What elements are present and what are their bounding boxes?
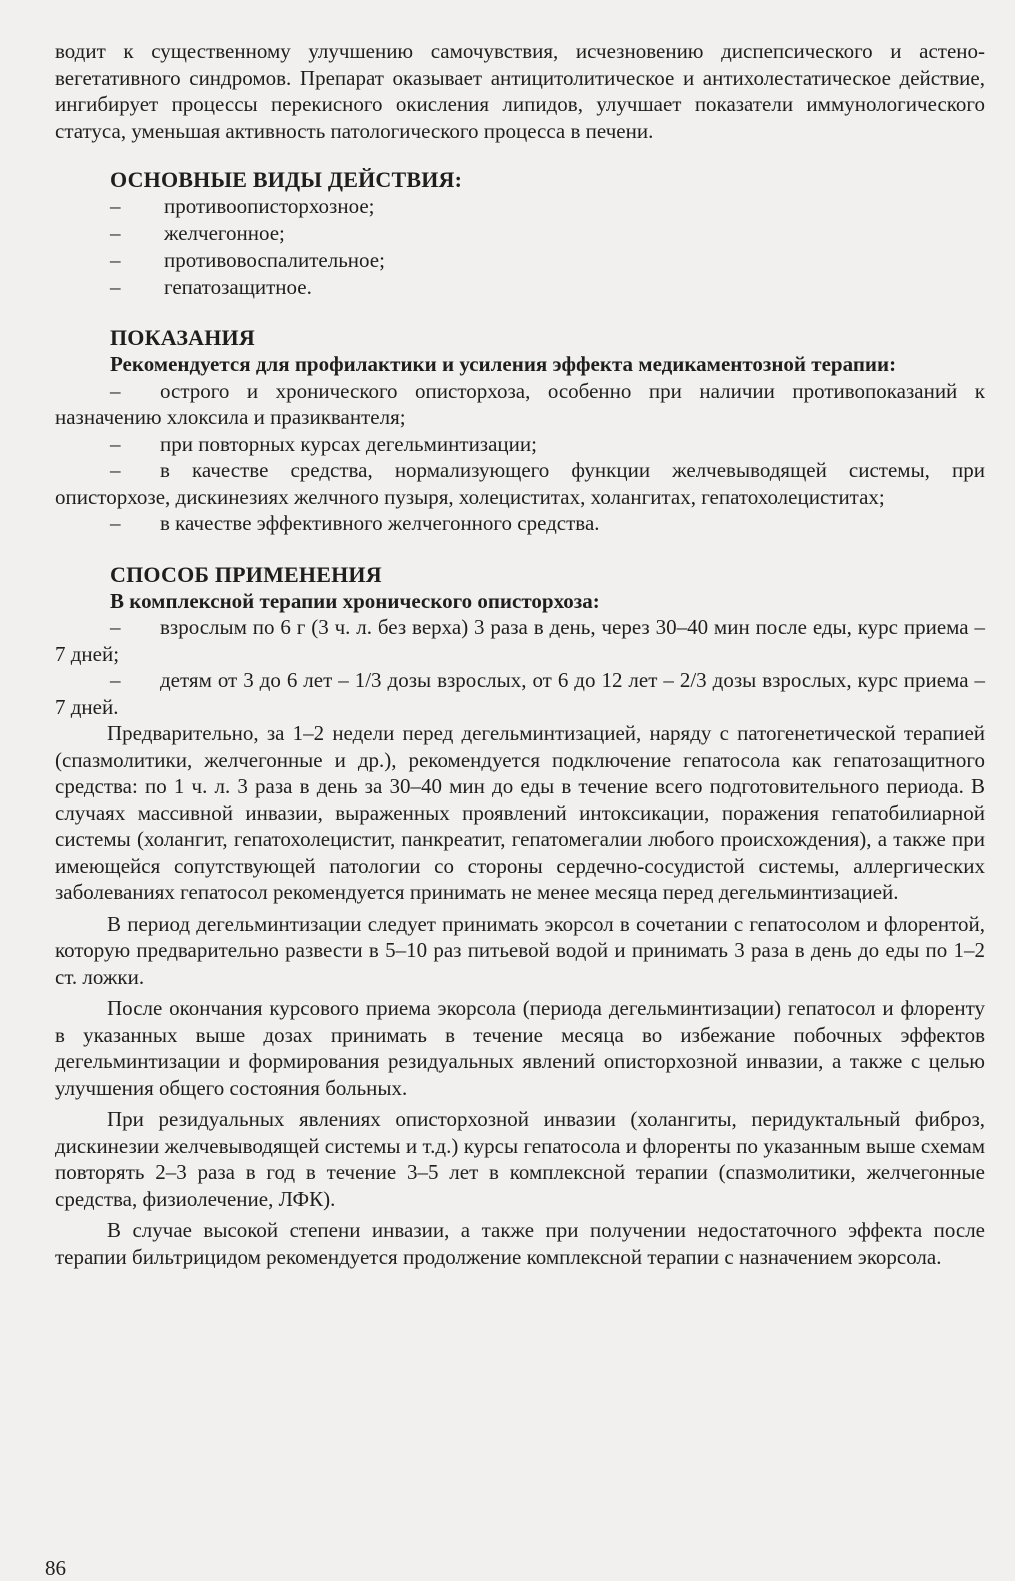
list-dash: –	[110, 194, 121, 218]
page-number: 86	[45, 1556, 66, 1580]
list-dash: –	[110, 378, 121, 403]
usage-paragraph: После окончания курсового приема экорсола (периода дегельминтизации) гепатосол и флоренту в указанных выше дозах принимать в течение месяца во избежание побочных эффектов дегельминтизации и формирования резидуальных явлений описторхозной инвазии, а также с целью улучшения общего состояния больных.	[55, 996, 985, 1100]
list-item	[55, 193, 985, 220]
list-dash: –	[110, 275, 121, 299]
list-dash: –	[110, 458, 121, 482]
list-item	[55, 614, 985, 667]
usage-paragraph: В период дегельминтизации следует принимать экорсол в сочетании с гепатосолом и флорентой, которую предварительно развести в 5–10 раз питьевой водой и принимать 3 раза в день до еды по 1–2 ст. ложки.	[55, 911, 985, 989]
list-item-text: при повторных курсах дегельминтизации;	[160, 431, 537, 456]
list-item	[55, 667, 985, 720]
indications-subheading: Рекомендуется для профилактики и усиления эффекта медикаментозной терапии:	[110, 352, 897, 376]
list-item-text: взрослым по 6 г (3 ч. л. без верха) 3 раза в день, через 30–40 мин после еды, курс приема – 7 дней;	[55, 615, 985, 666]
list-item	[55, 431, 985, 458]
list-item	[55, 378, 985, 431]
list-item-text: детям от 3 до 6 лет – 1/3 дозы взрослых, от 6 до 12 лет – 2/3 дозы взрослых, курс приема – 7 дней.	[55, 668, 985, 719]
list-item-text: в качестве эффективного желчегонного средства.	[160, 511, 600, 535]
actions-list	[55, 193, 985, 301]
usage-subheading: В комплексной терапии хронического описторхоза:	[110, 588, 600, 613]
list-item	[55, 510, 985, 537]
list-dash: –	[110, 615, 121, 639]
intro-paragraph: водит к существенному улучшению самочувствия, исчезновению диспепсического и астено-вегетативного синдромов. Препарат оказывает антицитолитическое и антихолестатическое действие, ингибирует процессы перекисного окисления липидов, улучшает показатели иммунологического статуса, уменьшая активность патологического процесса в печени.	[55, 39, 985, 143]
usage-paragraph: Предварительно, за 1–2 недели перед дегельминтизацией, наряду с патогенетической терапией (спазмолитики, желчегонные и др.), рекомендуется подключение гепатосола как гепатозащитного средства: по 1 ч. л. 3 раза в день за 30–40 мин до еды в течение всего подготовительного периода. В случаях массивной инвазии, выраженных проявлений интоксикации, поражения гепатобилиарной системы (холангит, гепатохолецистит, панкреатит, гепатомегалии любого происхождения), а также при имеющейся сопутствующей патологии со стороны сердечно-сосудистой системы, аллергических заболеваниях гепатосол рекомендуется принимать не менее месяца перед дегельминтизацией.	[55, 721, 985, 904]
actions-heading: ОСНОВНЫЕ ВИДЫ ДЕЙСТВИЯ:	[110, 167, 463, 192]
list-item-text: в качестве средства, нормализующего функции желчевыводящей системы, при описторхозе, дискинезиях желчного пузыря, холециститах, холангитах, гепатохолециститах;	[55, 458, 985, 509]
list-item	[55, 247, 985, 274]
indications-heading: ПОКАЗАНИЯ	[110, 325, 255, 350]
list-dash: –	[110, 511, 121, 535]
usage-paragraph: При резидуальных явлениях описторхозной инвазии (холангиты, перидуктальный фиброз, дискинезии желчевыводящей системы и т.д.) курсы гепатосола и флоренты по указанным выше схемам повторять 2–3 раза в год в течение 3–5 лет в комплексной терапии (спазмолитики, желчегонные средства, физиолечение, ЛФК).	[55, 1107, 985, 1211]
usage-paragraph: В случае высокой степени инвазии, а также при получении недостаточного эффекта после терапии бильтрицидом рекомендуется продолжение комплексной терапии с назначением экорсола.	[55, 1218, 985, 1269]
list-item-text: противовоспалительное;	[164, 248, 385, 272]
list-item-text: желчегонное;	[164, 221, 285, 245]
list-dash: –	[110, 431, 121, 456]
list-dash: –	[110, 221, 121, 245]
list-item	[55, 457, 985, 510]
list-item	[55, 274, 985, 301]
list-dash: –	[110, 248, 121, 272]
list-item-text: противоописторхозное;	[164, 194, 375, 218]
list-dash: –	[110, 668, 121, 692]
list-item-text: острого и хронического описторхоза, особенно при наличии противопоказаний к назначению хлоксила и празиквантеля;	[55, 378, 985, 429]
usage-heading: СПОСОБ ПРИМЕНЕНИЯ	[110, 561, 382, 587]
list-item-text: гепатозащитное.	[164, 275, 312, 299]
list-item	[55, 220, 985, 247]
